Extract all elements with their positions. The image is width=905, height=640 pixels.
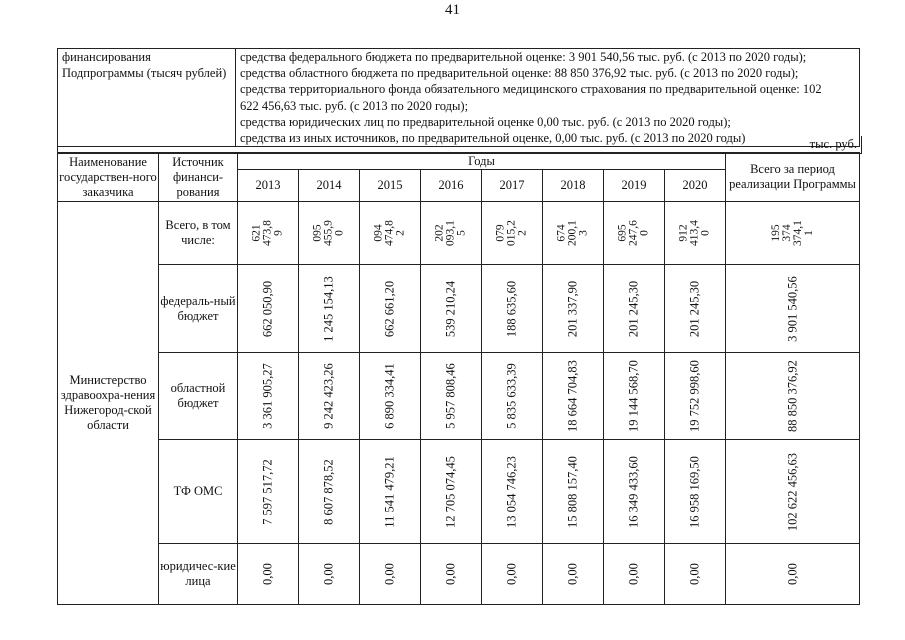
cell-value: 5 957 808,46 xyxy=(443,363,458,429)
value-cell xyxy=(421,202,482,265)
table-row xyxy=(58,440,860,544)
funding-label: финансирования Подпрограммы (тысяч рублей) xyxy=(58,49,236,147)
value-cell xyxy=(604,353,665,440)
value-cell xyxy=(665,544,726,605)
cell-value: 188 635,60 xyxy=(504,280,519,337)
cell-value: 18 664 704,83 xyxy=(565,360,580,432)
cell-value: 3 901 540,56 xyxy=(785,275,800,342)
cell-value: 102 622 456,63 xyxy=(785,452,800,531)
value-cell xyxy=(238,265,299,353)
cell-value: 13 054 746,23 xyxy=(504,455,519,528)
value-cell xyxy=(604,544,665,605)
cell-value: 674 200,1 3 xyxy=(555,220,590,246)
cell-value: 912 413,4 0 xyxy=(677,220,712,246)
funding-summary-table xyxy=(57,48,860,147)
cell-value: 0,00 xyxy=(687,563,702,585)
value-cell xyxy=(665,353,726,440)
cell-value: 0,00 xyxy=(443,563,458,585)
cell-value: 0,00 xyxy=(260,563,275,585)
value-cell xyxy=(299,202,360,265)
value-cell xyxy=(299,440,360,544)
row-source: ТФ ОМС xyxy=(159,440,238,544)
row-source: юридичес-кие лица xyxy=(159,544,238,605)
funding-source-line: средства юридических лиц по предварительной оценке 0,00 тыс. руб. (с 2013 по 2020 годы); xyxy=(240,114,731,129)
total-cell xyxy=(726,265,860,353)
value-cell xyxy=(543,202,604,265)
cell-value: 1 245 154,13 xyxy=(321,275,336,342)
total-cell xyxy=(726,544,860,605)
year-header: 2017 xyxy=(482,170,543,202)
cell-value: 6 890 334,41 xyxy=(382,363,397,429)
cell-value: 16 349 433,60 xyxy=(626,455,641,528)
value-cell xyxy=(421,544,482,605)
value-cell xyxy=(604,440,665,544)
cell-value: 15 808 157,40 xyxy=(565,455,580,528)
cell-value: 7 597 517,72 xyxy=(260,458,275,525)
year-header: 2014 xyxy=(299,170,360,202)
cell-value: 094 474,8 2 xyxy=(372,220,407,246)
header-source: Источник финанси-рования xyxy=(159,153,238,202)
value-cell xyxy=(299,265,360,353)
funding-source-line: средства из иных источников, по предварительной оценке, 0,00 тыс. руб. (с 2013 по 2020 годы) xyxy=(240,131,746,146)
cell-value: 16 958 169,50 xyxy=(687,455,702,528)
cell-value: 19 752 998,60 xyxy=(687,360,702,432)
value-cell xyxy=(543,440,604,544)
cell-value: 0,00 xyxy=(382,563,397,585)
value-cell xyxy=(604,265,665,353)
financing-table xyxy=(57,152,860,605)
value-cell xyxy=(360,265,421,353)
value-cell xyxy=(543,265,604,353)
value-cell xyxy=(482,353,543,440)
cell-value: 11 541 479,21 xyxy=(382,455,397,528)
cell-value: 88 850 376,92 xyxy=(785,360,800,432)
value-cell xyxy=(604,202,665,265)
total-cell xyxy=(726,440,860,544)
customer-name: Министерство здравоохра-нения Нижегород-ской области xyxy=(58,202,159,605)
cell-value: 662 050,90 xyxy=(260,280,275,337)
row-source: областной бюджет xyxy=(159,353,238,440)
year-header: 2013 xyxy=(238,170,299,202)
table-row xyxy=(58,544,860,605)
year-header: 2018 xyxy=(543,170,604,202)
cell-value: 5 835 633,39 xyxy=(504,363,519,429)
cell-value: 201 245,30 xyxy=(626,280,641,337)
funding-source-line: средства федерального бюджета по предварительной оценке: 3 901 540,56 тыс. руб. (с 2013 по 2020 годы); xyxy=(240,50,807,64)
value-cell xyxy=(299,544,360,605)
cell-value: 695 247,6 0 xyxy=(616,220,651,246)
cell-value: 662 661,20 xyxy=(382,280,397,337)
cell-value: 8 607 878,52 xyxy=(321,458,336,525)
value-cell xyxy=(543,544,604,605)
header-customer: Наименование государствен-ного заказчика xyxy=(58,153,159,202)
cell-value: 9 242 423,26 xyxy=(321,363,336,429)
value-cell xyxy=(421,265,482,353)
value-cell xyxy=(665,202,726,265)
value-cell xyxy=(238,440,299,544)
total-cell xyxy=(726,202,860,265)
cell-value: 202 093,1 5 xyxy=(433,220,468,246)
total-cell xyxy=(726,353,860,440)
row-source: федераль-ный бюджет xyxy=(159,265,238,353)
header-total: Всего за период реализации Программы xyxy=(726,153,860,202)
funding-source-line: средства территориального фонда обязательного медицинского страхования по предварительной оценке: 102 xyxy=(240,82,822,97)
cell-value: 0,00 xyxy=(321,563,336,585)
cell-value: 19 144 568,70 xyxy=(626,360,641,432)
value-cell xyxy=(421,353,482,440)
page-number: 41 xyxy=(445,2,460,18)
value-cell xyxy=(482,544,543,605)
cell-value: 3 361 905,27 xyxy=(260,363,275,429)
value-cell xyxy=(360,544,421,605)
value-cell xyxy=(360,353,421,440)
value-cell xyxy=(360,202,421,265)
cell-value: 12 705 074,45 xyxy=(443,455,458,528)
cell-value: 201 337,90 xyxy=(565,280,580,337)
cell-value: 195 374 374,1 1 xyxy=(769,220,815,246)
table-row xyxy=(58,265,860,353)
value-cell xyxy=(421,440,482,544)
value-cell xyxy=(665,440,726,544)
value-cell xyxy=(360,440,421,544)
row-source: Всего, в том числе: xyxy=(159,202,238,265)
cell-value: 201 245,30 xyxy=(687,280,702,337)
cell-value: 621 473,8 9 xyxy=(250,220,285,246)
cell-value: 539 210,24 xyxy=(443,280,458,337)
cell-value: 0,00 xyxy=(565,563,580,585)
value-cell xyxy=(482,265,543,353)
funding-sources xyxy=(236,49,860,147)
value-cell xyxy=(482,202,543,265)
funding-source-line: средства областного бюджета по предварительной оценке: 88 850 376,92 тыс. руб. (с 2013 по 2020 годы); xyxy=(240,66,799,81)
year-header: 2016 xyxy=(421,170,482,202)
year-header: 2015 xyxy=(360,170,421,202)
header-years: Годы xyxy=(238,153,726,170)
table-row xyxy=(58,353,860,440)
cell-value: 0,00 xyxy=(626,563,641,585)
value-cell xyxy=(238,544,299,605)
value-cell xyxy=(238,353,299,440)
funding-source-line: 622 456,63 тыс. руб. (с 2013 по 2020 годы); xyxy=(240,98,469,113)
cell-value: 0,00 xyxy=(785,563,800,585)
table-row xyxy=(58,202,860,265)
value-cell xyxy=(238,202,299,265)
value-cell xyxy=(482,440,543,544)
units-label: тыс. руб. xyxy=(57,136,862,153)
value-cell xyxy=(299,353,360,440)
year-header: 2020 xyxy=(665,170,726,202)
value-cell xyxy=(543,353,604,440)
cell-value: 079 015,2 2 xyxy=(494,220,529,246)
cell-value: 0,00 xyxy=(504,563,519,585)
value-cell xyxy=(665,265,726,353)
year-header: 2019 xyxy=(604,170,665,202)
cell-value: 095 455,9 0 xyxy=(311,220,346,246)
